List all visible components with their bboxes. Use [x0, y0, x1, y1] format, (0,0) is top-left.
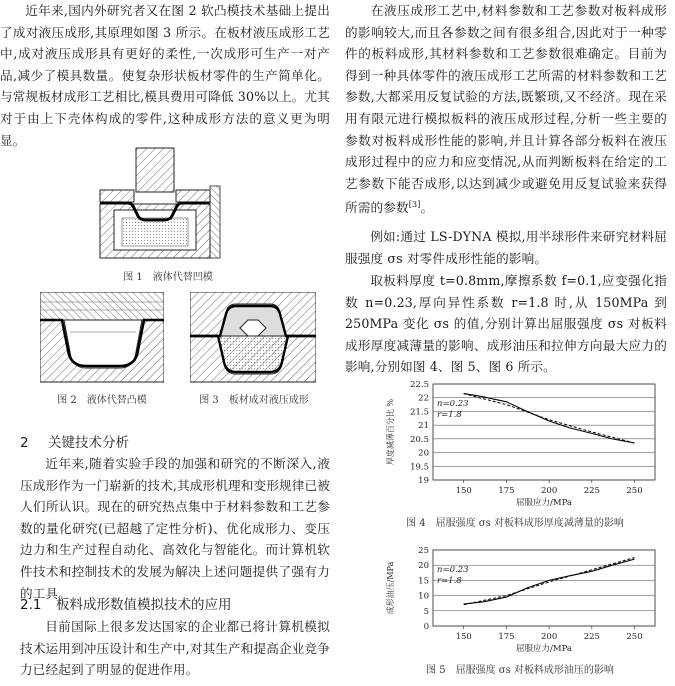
- right-paragraph-2: 例如:通过 LS-DYNA 模拟,用半球形件来研究材料屈服强度 σs 对零件成形性能的影响。: [345, 229, 667, 266]
- fig5-x-tick-label: 175: [498, 632, 515, 642]
- figure-2-diagram: [40, 292, 164, 384]
- fig4-x-tick-label: 175: [498, 486, 515, 496]
- fig4-x-tick-label: 150: [455, 486, 472, 496]
- fig4-x-tick-label: 200: [541, 486, 558, 496]
- fig5-y-tick-label: 20: [418, 561, 429, 572]
- fig5-series-2-line: [464, 558, 635, 605]
- fig4-y-tick-label: 21: [418, 421, 429, 432]
- fig4-y-tick-label: 22.5: [410, 380, 429, 390]
- fig4-y-tick-label: 19: [418, 476, 429, 486]
- fig4-legend-entry: r=1.8: [437, 410, 462, 420]
- figure-4-chart: [385, 378, 665, 510]
- fig5-y-tick-label: 5: [423, 606, 429, 617]
- fig5-x-tick-label: 150: [455, 632, 472, 642]
- fig4-y-tick-label: 22: [418, 393, 429, 404]
- fig4-legend-entry: n=0.23: [437, 399, 469, 409]
- section-2-1-heading: [20, 594, 232, 616]
- fig4-y-tick-label: 21.5: [410, 407, 429, 418]
- fig4-y-tick-label: 20.5: [410, 434, 429, 445]
- fig4-x-tick-label: 250: [626, 486, 643, 496]
- figure-4-caption: 图 4 屈服强度 σs 对板料成形厚度减薄量的影响: [406, 518, 624, 529]
- figure-1-diagram: [98, 146, 238, 264]
- fig5-y-tick-label: 0: [423, 622, 429, 632]
- fig5-x-tick-label: 200: [541, 632, 558, 642]
- fig4-y-tick-label: 19.5: [410, 462, 429, 473]
- figure-5-chart: [385, 544, 665, 656]
- fig5-legend-entry: r=1.8: [437, 576, 462, 586]
- fig5-legend-entry: n=0.23: [437, 565, 469, 575]
- fig4-y-axis-label: 厚度减薄百分比 %: [386, 398, 395, 466]
- fig5-y-tick-label: 25: [418, 546, 429, 556]
- section-2-heading: [20, 432, 129, 454]
- fig5-y-tick-label: 10: [418, 591, 429, 602]
- right-paragraph-3: 取板料厚度 t=0.8mm,摩擦系数 f=0.1,应变强化指数 n=0.23,厚向异性系数 r=1.8 时,从 150MPa 到 250MPa 变化 σs 的值,分别计算出屈服强度 σs 对板料成形厚度减薄量的影响、成形油压和拉伸方向最大应力的影响,分别如图 4、图 5、图 6 所示。: [345, 273, 667, 375]
- intro-paragraph: 近年来,国内外研究者又在图 2 软凸模技术基础上提出了成对液压成形,其原理如图 3 所示。在板材液压成形工艺中,成对液压成形具有更好的柔性,一次成形可生产一对产品,减少了模具数量。使复杂形状板材零件的生产简单化。与常规板材成形工艺相比,模具费用可降低 30%以上。尤其对于由上下壳体构成的零件,这种成形方法的意义更为明显。: [0, 3, 330, 148]
- fig4-series-1-line: [464, 394, 635, 443]
- figure-2-caption: 图 2 液体代替凸模: [57, 395, 147, 406]
- section-2-1-number: 2.1: [20, 597, 42, 613]
- fig5-y-axis-label: 成形油压/MPa: [386, 561, 395, 615]
- fig5-series-1-line: [464, 559, 635, 604]
- fig4-x-axis-label: 屈服应力/MPa: [516, 498, 572, 508]
- right-paragraph-1: [345, 0, 667, 219]
- figure-3-diagram: [190, 292, 316, 384]
- fig5-plot-frame: [433, 550, 655, 626]
- figure-1-caption: 图 1 液体代替凹模: [123, 272, 213, 283]
- figure-3-caption: 图 3 板材成对液压成形: [199, 395, 309, 406]
- fig4-y-tick-label: 20: [418, 448, 429, 459]
- fig5-x-tick-label: 250: [626, 632, 643, 642]
- section-2-paragraph: 近年来,随着实验手段的加强和研究的不断深入,液压成形作为一门崭新的技术,其成形机理和变形规律已被人们所认识。现在的研究热点集中于材料参数和工艺参数的量化研究(已超越了定性分析)、优化成形力、变压边力和生产过程自动化、高效化与智能化。而计算机软件技术和控制技术的发展为解决上述问题提供了强有力的工具。: [20, 456, 331, 601]
- figure-5-caption: 图 5 屈服强度 σs 对板料成形油压的影响: [426, 665, 614, 676]
- section-2-1-paragraph: 目前国际上很多发达国家的企业都已将计算机模拟技术运用到冲压设计和生产中,对其生产和提高企业竞争力已经起到了明显的促进作用。: [20, 619, 331, 678]
- section-2-number: 2: [20, 435, 29, 451]
- fig5-x-tick-label: 225: [583, 632, 600, 642]
- section-2-title: 关键技术分析: [48, 435, 129, 451]
- fig5-x-axis-label: 屈服应力/MPa: [516, 644, 572, 654]
- right-paragraph-1-text: 在液压成形工艺中,材料参数和工艺参数对板料成形的影响较大,而且各参数之间有很多组合,因此对于一种零件的板料成形,其材料参数和工艺参数很难确定。目前为得到一种具体零件的液压成形工艺所需的材料参数和工艺参数,大都采用反复试验的方法,既繁琐,又不经济。现在采用有限元进行模拟板料的液压成形过程,分析一些主要的参数对板料成形性能的影响,并且计算各部分板料在液压成形过程中的应力和应变情况,从而判断板料在给定的工艺参数下能否成形,以达到减少或避免用反复试验来获得所需的参数: [345, 3, 667, 216]
- fig4-x-tick-label: 225: [583, 486, 600, 496]
- fig5-y-tick-label: 15: [418, 576, 429, 587]
- reference-marker: [3]: [408, 200, 421, 210]
- section-2-1-title: 板料成形数值模拟技术的应用: [56, 597, 232, 613]
- right-paragraph-1-end: 。: [420, 200, 434, 216]
- fig4-series-2-line: [464, 394, 635, 443]
